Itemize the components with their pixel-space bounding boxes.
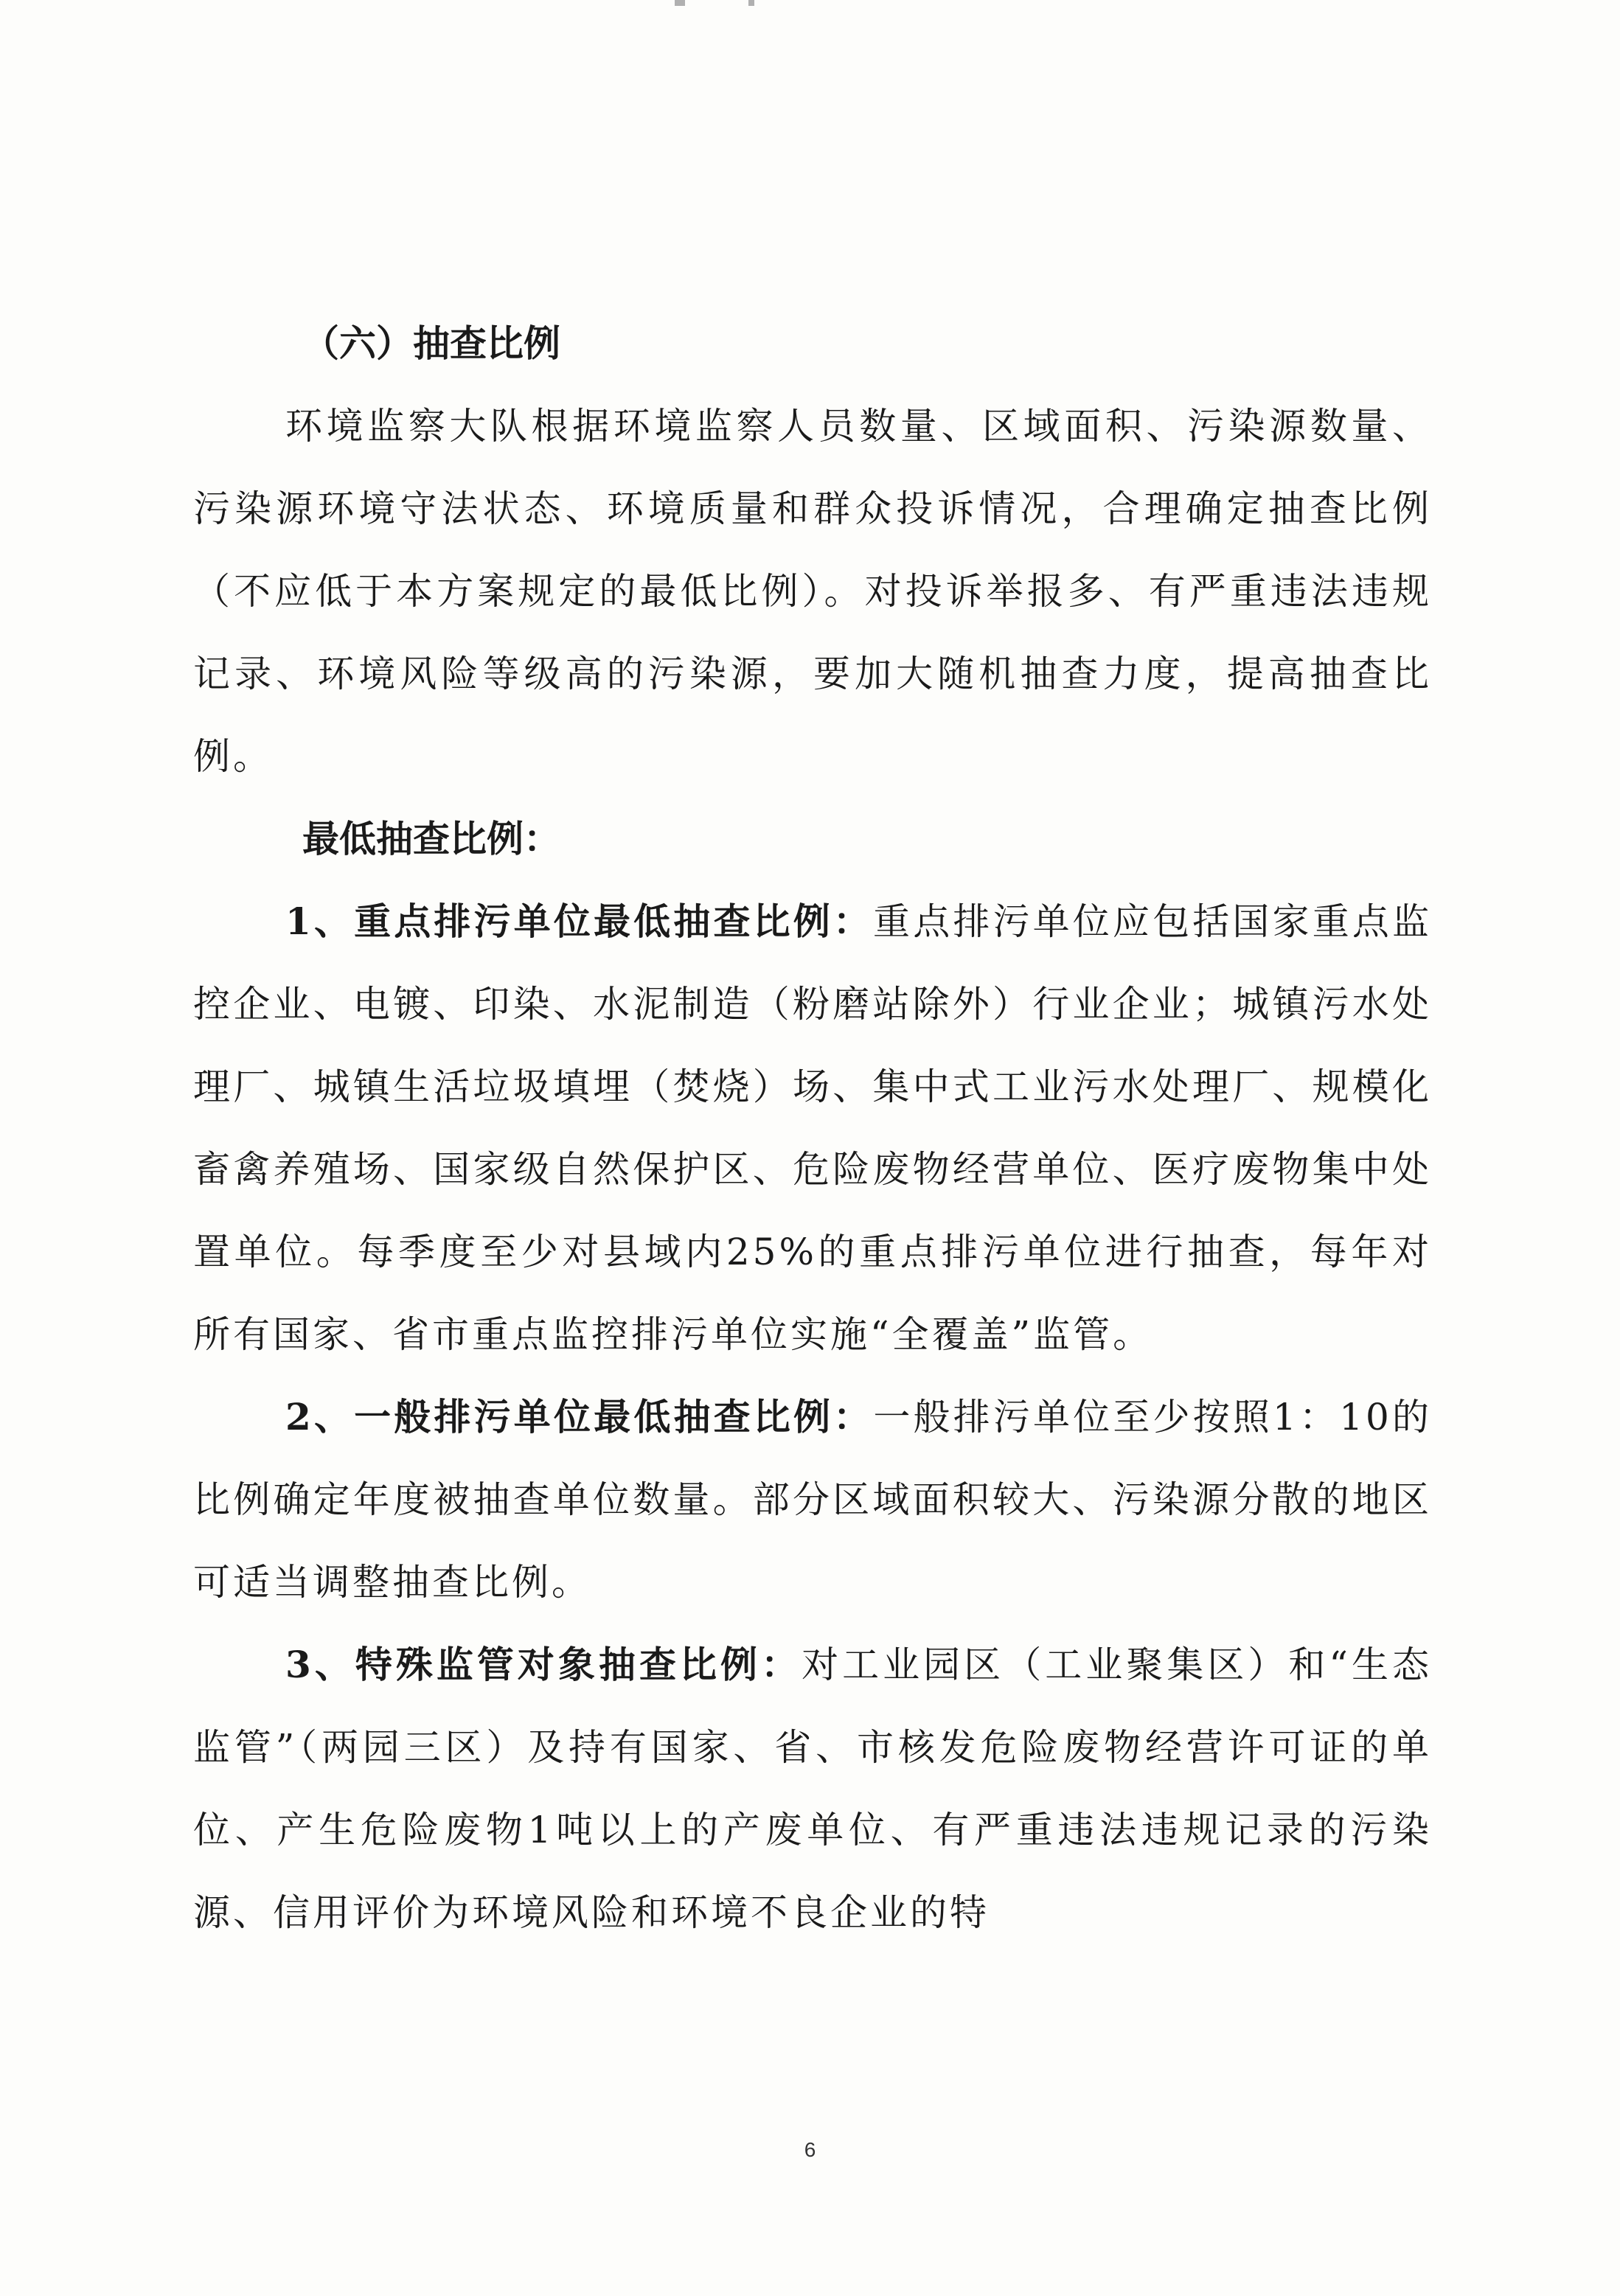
list-item-title: 3、特殊监管对象抽查比例： xyxy=(285,1643,802,1686)
list-item-title: 1、重点排污单位最低抽查比例： xyxy=(285,900,874,943)
document-body xyxy=(193,302,1432,1954)
scan-artifact xyxy=(748,0,754,6)
list-item xyxy=(193,1624,1432,1954)
scan-artifact xyxy=(675,0,685,6)
subheading: 最低抽查比例： xyxy=(302,817,560,860)
list-item-text: 对工业园区（工业聚集区）和“生态监管”（两园三区）及持有国家、省、市核发危险废物经营许可证的单位、产生危险废物1吨以上的产废单位、有严重违法违规记录的污染源、信用评价为环境风险和环境不良企业的特 xyxy=(193,1643,1432,1934)
list-item xyxy=(193,880,1432,1376)
list-item-title: 2、一般排污单位最低抽查比例： xyxy=(285,1395,874,1439)
paragraph-text: 环境监察大队根据环境监察人员数量、区域面积、污染源数量、污染源环境守法状态、环境质量和群众投诉情况，合理确定抽查比例（不应低于本方案规定的最低比例）。对投诉举报多、有严重违法违规记录、环境风险等级高的污染源，要加大随机抽查力度，提高抽查比例。 xyxy=(193,405,1432,778)
page-number: 6 xyxy=(804,2138,816,2161)
list-item xyxy=(193,1376,1432,1624)
paragraph xyxy=(193,385,1432,798)
section-heading: （六）抽查比例 xyxy=(302,321,560,365)
list-item-text: 一般排污单位至少按照1：10的比例确定年度被抽查单位数量。部分区域面积较大、污染源分散的地区可适当调整抽查比例。 xyxy=(193,1396,1432,1604)
list-item-text: 重点排污单位应包括国家重点监控企业、电镀、印染、水泥制造（粉磨站除外）行业企业；城镇污水处理厂、城镇生活垃圾填埋（焚烧）场、集中式工业污水处理厂、规模化畜禽养殖场、国家级自然保护区、危险废物经营单位、医疗废物集中处置单位。每季度至少对县域内25%的重点排污单位进行抽查，每年对所有国家、省市重点监控排污单位实施“全覆盖”监管。 xyxy=(193,900,1432,1356)
